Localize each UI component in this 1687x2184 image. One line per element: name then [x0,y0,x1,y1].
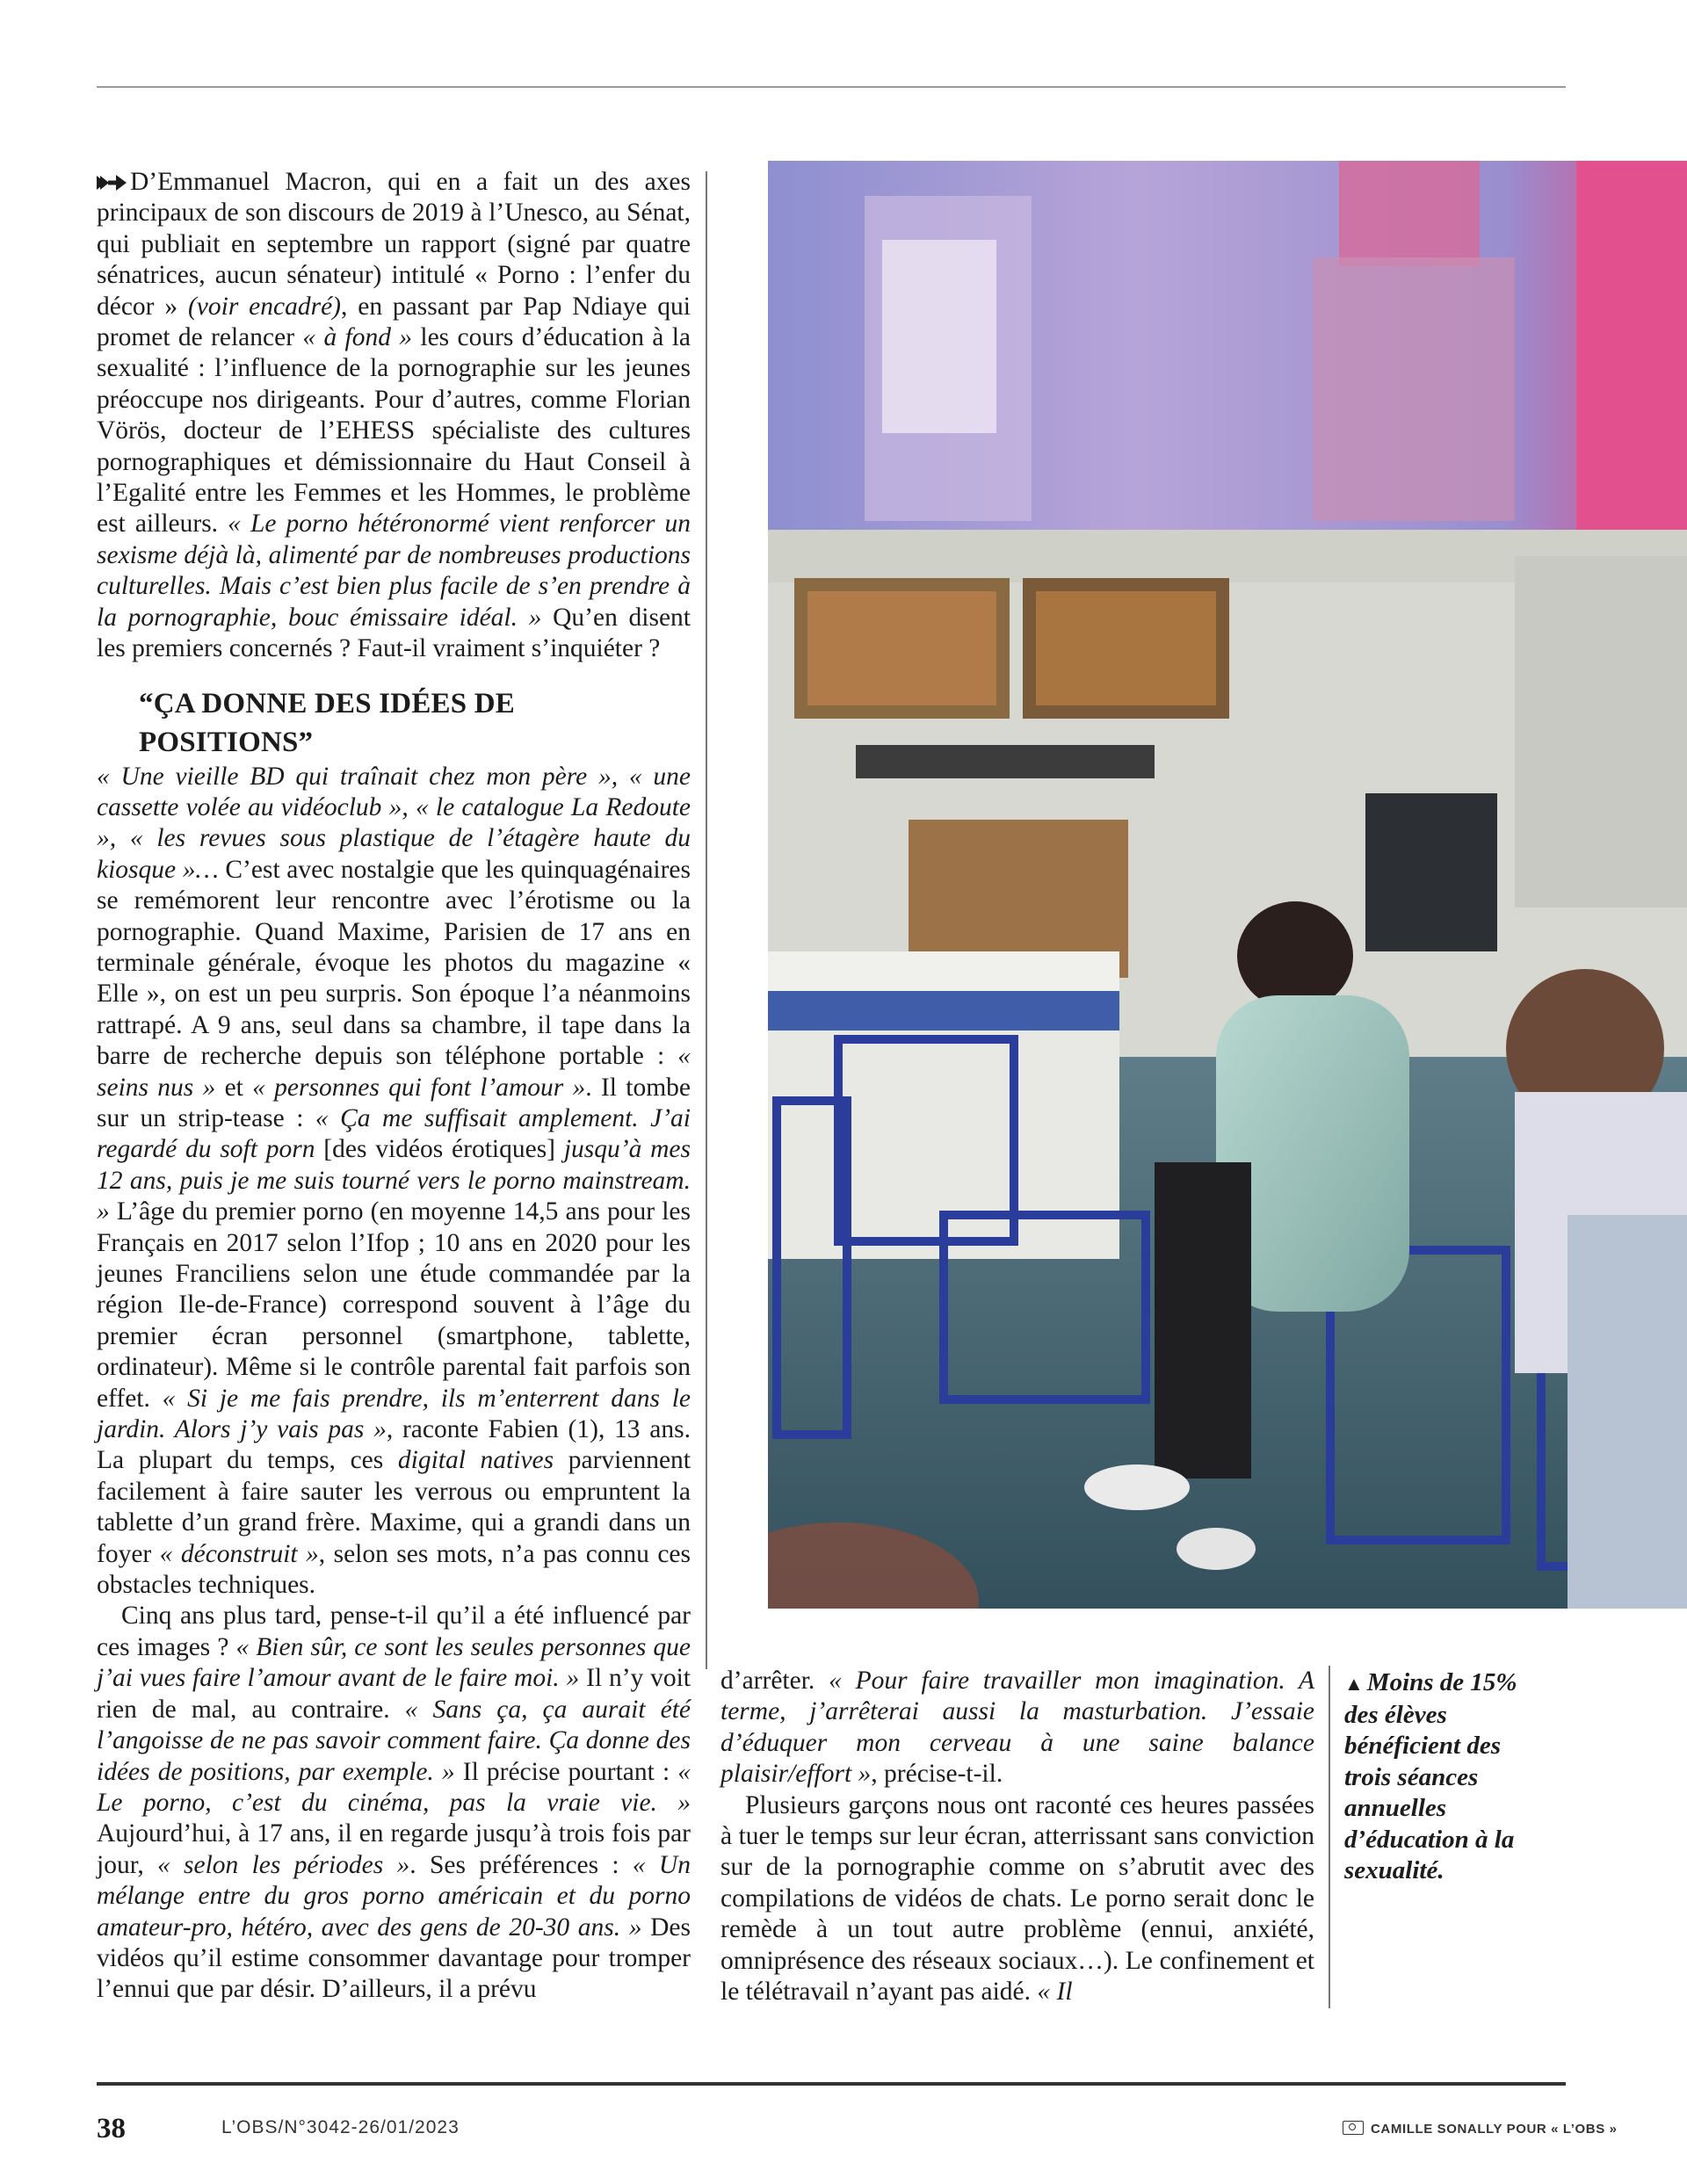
classroom-photo [768,161,1687,1609]
photo-caption [1344,1667,1520,1887]
article-column-1 [97,167,691,2006]
text-run: « Pour faire travailler mon imagination. A terme, j’arrêterai aussi la masturbation. J’essaie d’éduquer mon cerveau à une saine balance plaisir/effort » [720,1667,1314,1789]
triangle-up-icon: ▲ [1344,1673,1364,1695]
issue-info: L’OBS/N°3042-26/01/2023 [221,2117,460,2137]
text-run: « Le porno, c’est du cinéma, pas la vraie vie. » [97,1757,691,1817]
text-run: « Ça me suffisait amplement. J’ai regardé du soft porn [97,1103,691,1164]
text-run: . Ses préférences : [409,1850,633,1879]
text-run: , en passant par Pap Ndiaye qui promet de relancer [97,292,691,352]
text-run: [des vidéos érotiques] [315,1135,564,1164]
text-run: Cinq ans plus tard, pense-t-il qu’il a été influencé par ces images ? [97,1602,691,1661]
article-column-2 [720,1666,1314,2007]
page-number: 38 [97,2113,126,2144]
photo-credit [1343,2121,1618,2137]
text-run: « Sans ça, ça aurait été l’angoisse de ne pas savoir comment faire. Ça donne des idées de positions, par exemple. » [97,1695,691,1786]
paragraph-2 [97,762,691,1602]
text-run: « déconstruit » [159,1539,319,1568]
text-run: . Il tombe sur un strip-tease : [97,1073,691,1132]
column-separator-1 [706,171,707,1669]
text-run: « seins nus » [97,1042,691,1102]
paragraph-col2-2 [720,1790,1314,2008]
text-run: C’est avec nostalgie que les quinquagénaires se remémorent leur rencontre avec l’érotisme ou la pornographie. Quand Maxime, Parisien de 17 ans en terminale générale, évoque les photos du magazine « Elle », on est un peu surpris. Son époque l’a néanmoins rattrapé. A 9 ans, seul dans sa chambre, il tape dans la barre de recherche depuis son téléphone portable : [97,855,691,1071]
text-run: Plusieurs garçons nous ont raconté ces heures passées à tuer le temps sur leur écran, atterrissant sans conviction sur de la pornographie comme on s’abrutit avec des compilations de vidéos de chats. Le porno serait donc le remède à un tout autre problème (ennui, anxiété, omniprésence des réseaux sociaux…). Le confinement et le télétravail n’ayant pas aidé. [720,1790,1314,2007]
continuation-arrow-icon [97,173,127,192]
caption-text: Moins de 15% des élèves bénéficient des trois séances annuelles d’éducation à la sexualité. [1344,1668,1517,1884]
text-run: les cours d’éducation à la sexualité : l’influence de la pornographie sur les jeunes préoccupe nos dirigeants. Pour d’autres, comme Florian Vörös, docteur de l’EHESS spécialiste des cultures pornographiques et démissionnaire du Haut Conseil à l’Egalité entre les Femmes et les Hommes, le problème est ailleurs. [97,323,691,539]
text-run: « Il [1037,1978,1073,2007]
footer-rule [97,2082,1566,2086]
text-run: digital natives [397,1446,554,1475]
text-run: d’arrêter. [720,1667,829,1695]
text-run: Il n’y voit rien de mal, au contraire. [97,1664,691,1724]
text-run: , précise-t-il. [871,1760,1003,1789]
text-run: , selon ses mots, n’a pas connu ces obstacles techniques. [97,1539,691,1600]
text-run: et [215,1073,253,1102]
text-run: jusqu’à mes 12 ans, puis je me suis tourné vers le porno mainstream. » [97,1135,691,1226]
text-run: Aujourd’hui, à 17 ans, il en regarde jusqu’à trois fois par jour, [97,1819,691,1879]
text-run: Des vidéos qu’il estime consommer davantage pour tromper l’ennui que par désir. D’ailleurs, il a prévu [97,1913,691,2004]
text-run: Il précise pourtant : [454,1757,678,1786]
text-run: « Un mélange entre du gros porno américain et du porno amateur-pro, hétéro, avec des gens de 20-30 ans. » [97,1850,691,1942]
text-run: « Bien sûr, ce sont les seules personnes que j’ai vues faire l’amour avant de le faire moi. » [97,1632,691,1693]
top-rule [97,86,1566,88]
text-run: D’Emmanuel Macron, qui en a fait un des axes principaux de son discours de 2019 à l’Unesco, au Sénat, qui publiait en septembre un rapport (signé par quatre sénatrices, aucun sénateur) intitulé « Porno : l’enfer du décor » [97,168,691,321]
photo-credit-text: CAMILLE SONALLY POUR « L’OBS » [1371,2122,1618,2137]
text-run: Qu’en disent les premiers concernés ? Faut-il vraiment s’inquiéter ? [97,603,691,663]
text-run: « Une vieille BD qui traînait chez mon père », « une cassette volée au vidéoclub », « le catalogue La Redoute », « les revues sous plastique de l’étagère haute du kiosque »… [97,762,691,884]
text-run: parviennent facilement à faire sauter les verrous ou empruntent la tablette d’un grand frère. Maxime, qui a grandi dans un foyer [97,1446,691,1568]
text-run: « personnes qui font l’amour » [252,1073,586,1102]
column-separator-2 [1329,1666,1330,2008]
text-run: « à fond » [302,323,413,352]
text-run: « Le porno hétéronormé vient renforcer un sexisme déjà là, alimenté par de nombreuses productions culturelles. Mais c’est bien plus facile de s’en prendre à la pornographie, bouc émissaire idéal. » [97,510,691,632]
text-run: (voir encadré) [187,292,341,321]
paragraph-col2-1 [720,1666,1314,1790]
text-run: L’âge du premier porno (en moyenne 14,5 ans pour les Français en 2017 selon l’Ifop ; 10 ans en 2020 pour les jeunes Franciliens selon une étude commandée par la région Ile-de-France) correspond souvent à l’âge du premier écran personnel (smartphone, tablette, ordinateur). Même si le contrôle parental fait parfois son effet. [97,1197,691,1413]
paragraph-intro [97,167,691,665]
section-heading: “ÇA DONNE DES IDÉES DE POSITIONS” [139,687,516,758]
camera-icon [1343,2121,1364,2135]
paragraph-3 [97,1601,691,2005]
text-run: , raconte Fabien (1), 13 ans. La plupart du temps, ces [97,1415,691,1475]
text-run: « Si je me fais prendre, ils m’enterrent dans le jardin. Alors j’y vais pas » [97,1384,691,1444]
text-run: « selon les périodes » [157,1850,410,1879]
